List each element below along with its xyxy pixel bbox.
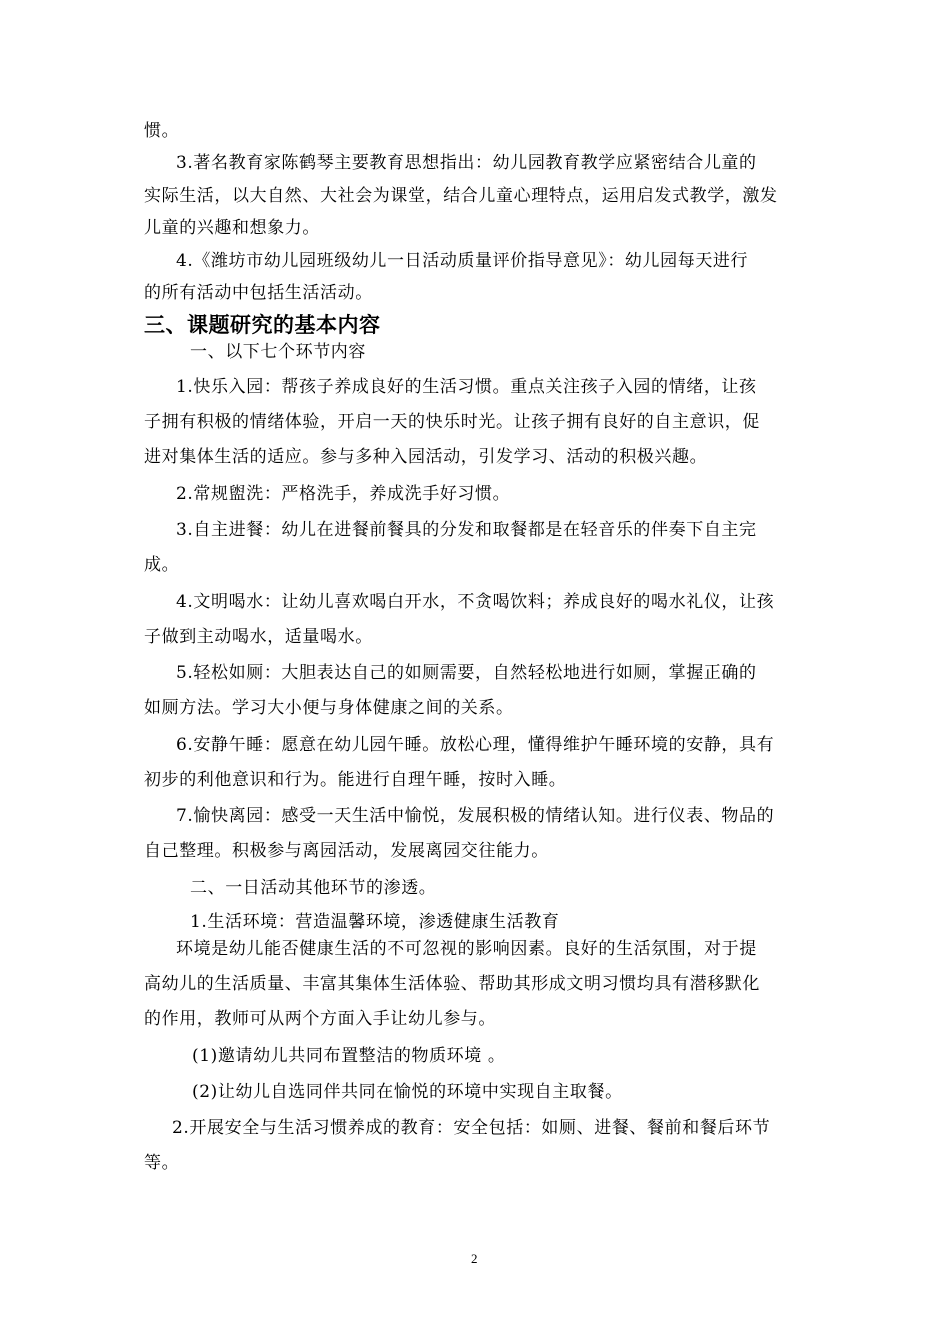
- list-item: (2)让幼儿自选同伴共同在愉悦的环境中实现自主取餐。: [192, 1082, 623, 1102]
- paragraph-line: 惯。: [144, 121, 180, 141]
- paragraph-line: 的所有活动中包括生活活动。: [144, 283, 373, 303]
- subsection-heading: 二、一日活动其他环节的渗透。: [190, 878, 437, 898]
- subsection-heading: 一、以下七个环节内容: [190, 342, 366, 362]
- paragraph-line: 儿童的兴趣和想象力。: [144, 218, 320, 238]
- paragraph-line: 高幼儿的生活质量、丰富其集体生活体验、帮助其形成文明习惯均具有潜移默化: [144, 974, 760, 994]
- paragraph-line: 3.自主进餐：幼儿在进餐前餐具的分发和取餐都是在轻音乐的伴奏下自主完: [176, 520, 757, 540]
- paragraph-line: 4.《潍坊市幼儿园班级幼儿一日活动质量评价指导意见》：幼儿园每天进行: [176, 251, 749, 271]
- paragraph-line: 子拥有积极的情绪体验，开启一天的快乐时光。让孩子拥有良好的自主意识，促: [144, 412, 760, 432]
- paragraph-line: 7.愉快离园：感受一天生活中愉悦，发展积极的情绪认知。进行仪表、物品的: [176, 806, 775, 826]
- paragraph-line: 等。: [144, 1153, 180, 1173]
- page-number: 2: [471, 1251, 478, 1266]
- paragraph-line: 1.生活环境：营造温馨环境，渗透健康生活教育: [190, 912, 560, 932]
- paragraph-line: 2.开展安全与生活习惯养成的教育：安全包括：如厕、进餐、餐前和餐后环节: [172, 1118, 771, 1138]
- paragraph-line: 实际生活，以大自然、大社会为课堂，结合儿童心理特点，运用启发式教学，激发: [144, 186, 778, 206]
- paragraph-line: 自己整理。积极参与离园活动，发展离园交往能力。: [144, 841, 549, 861]
- paragraph-line: 1.快乐入园：帮孩子养成良好的生活习惯。重点关注孩子入园的情绪，让孩: [176, 377, 757, 397]
- list-item: (1)邀请幼儿共同布置整洁的物质环境 。: [192, 1046, 506, 1066]
- paragraph-line: 子做到主动喝水，适量喝水。: [144, 627, 373, 647]
- paragraph-line: 的作用，教师可从两个方面入手让幼儿参与。: [144, 1009, 496, 1029]
- paragraph-line: 成。: [144, 555, 180, 575]
- paragraph-line: 3.著名教育家陈鹤琴主要教育思想指出：幼儿园教育教学应紧密结合儿童的: [176, 153, 757, 173]
- paragraph-line: 如厕方法。学习大小便与身体健康之间的关系。: [144, 698, 514, 718]
- paragraph-line: 进对集体生活的适应。参与多种入园活动，引发学习、活动的积极兴趣。: [144, 447, 708, 467]
- paragraph-line: 2.常规盥洗：严格洗手，养成洗手好习惯。: [176, 484, 511, 504]
- section-heading: 三、课题研究的基本内容: [144, 313, 381, 337]
- paragraph-line: 6.安静午睡：愿意在幼儿园午睡。放松心理，懂得维护午睡环境的安静，具有: [176, 735, 775, 755]
- paragraph-line: 环境是幼儿能否健康生活的不可忽视的影响因素。良好的生活氛围，对于提: [176, 939, 757, 959]
- paragraph-line: 5.轻松如厕：大胆表达自己的如厕需要，自然轻松地进行如厕，掌握正确的: [176, 663, 757, 683]
- paragraph-line: 4.文明喝水：让幼儿喜欢喝白开水，不贪喝饮料；养成良好的喝水礼仪，让孩: [176, 592, 775, 612]
- paragraph-line: 初步的利他意识和行为。能进行自理午睡，按时入睡。: [144, 770, 567, 790]
